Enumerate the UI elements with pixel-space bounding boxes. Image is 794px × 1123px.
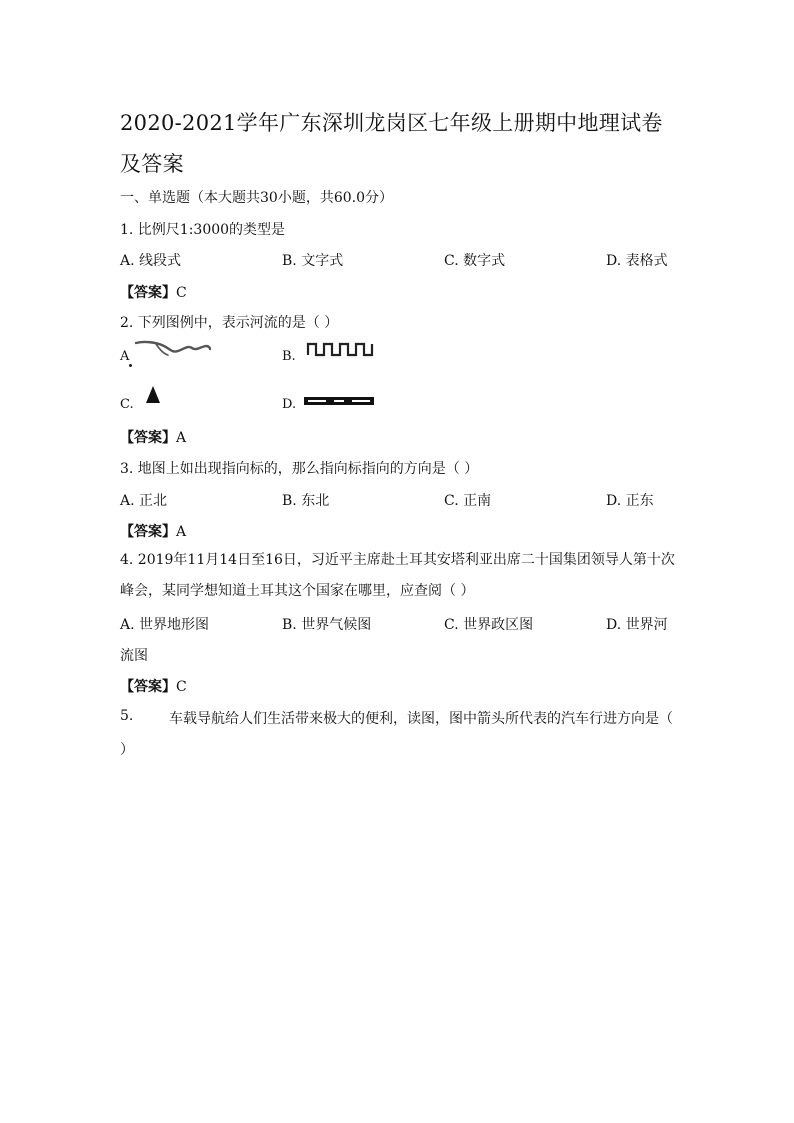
bullet-dot (129, 364, 132, 367)
question-1-option-c: C. 数字式 (444, 253, 506, 269)
question-3-option-c: C. 正南 (444, 493, 492, 509)
answer-value: A (176, 524, 187, 540)
question-2-option-a: A (120, 349, 130, 364)
answer-value: C (176, 679, 187, 695)
question-2-option-c: C. (120, 397, 134, 412)
question-2-option-b: B. (282, 349, 296, 364)
railway-symbol-icon (302, 395, 376, 407)
section-heading: 一、单选题（本大题共30小题，共60.0分） (120, 190, 393, 206)
answer-label: 【答案】 (120, 679, 176, 695)
answer-label: 【答案】 (120, 430, 176, 446)
river-symbol-icon (134, 338, 212, 362)
question-1-option-a: A. 线段式 (120, 253, 182, 269)
question-4-option-d-continued: 流图 (120, 648, 148, 664)
question-4-option-d: D. 世界河 (606, 617, 668, 633)
question-4-stem: 4. 2019年11月14日至16日，习近平主席赴土耳其安塔利亚出席二十国集团领导人第十次峰会，某同学想知道土耳其这个国家在哪里，应查阅（ ） (120, 552, 675, 599)
question-4-option-c: C. 世界政区图 (444, 617, 534, 633)
question-3-stem: 3. 地图上如出现指向标的，那么指向标指向的方向是（ ） (120, 461, 479, 477)
question-1-option-b: B. 文字式 (282, 253, 344, 269)
answer-label: 【答案】 (120, 524, 176, 540)
question-5-number: 5. (120, 708, 134, 724)
answer-label: 【答案】 (120, 285, 176, 301)
question-4-answer (120, 676, 187, 696)
question-2-answer (120, 427, 186, 447)
peak-symbol-icon (144, 385, 162, 405)
question-3-option-b: B. 东北 (282, 493, 330, 509)
answer-value: A (176, 430, 187, 446)
document-title: 2020-2021学年广东深圳龙岗区七年级上册期中地理试卷及答案 (120, 111, 663, 176)
wall-symbol-icon (306, 340, 376, 358)
question-1-option-d: D. 表格式 (606, 253, 668, 269)
question-4-option-b: B. 世界气候图 (282, 617, 372, 633)
question-2-option-d: D. (282, 397, 297, 412)
question-3-answer (120, 521, 186, 541)
question-5-stem: 车载导航给人们生活带来极大的便利，读图，图中箭头所代表的汽车行进方向是（ (169, 711, 673, 727)
question-3-option-a: A. 正北 (120, 493, 168, 509)
question-5-stem-continued: ） (120, 742, 134, 758)
question-1-stem: 1. 比例尺1:3000的类型是 (120, 222, 286, 238)
question-2-stem: 2. 下列图例中，表示河流的是（ ） (120, 315, 339, 331)
question-1-answer (120, 282, 187, 302)
question-3-option-d: D. 正东 (606, 493, 654, 509)
question-4-option-a: A. 世界地形图 (120, 617, 210, 633)
answer-value: C (176, 285, 187, 301)
